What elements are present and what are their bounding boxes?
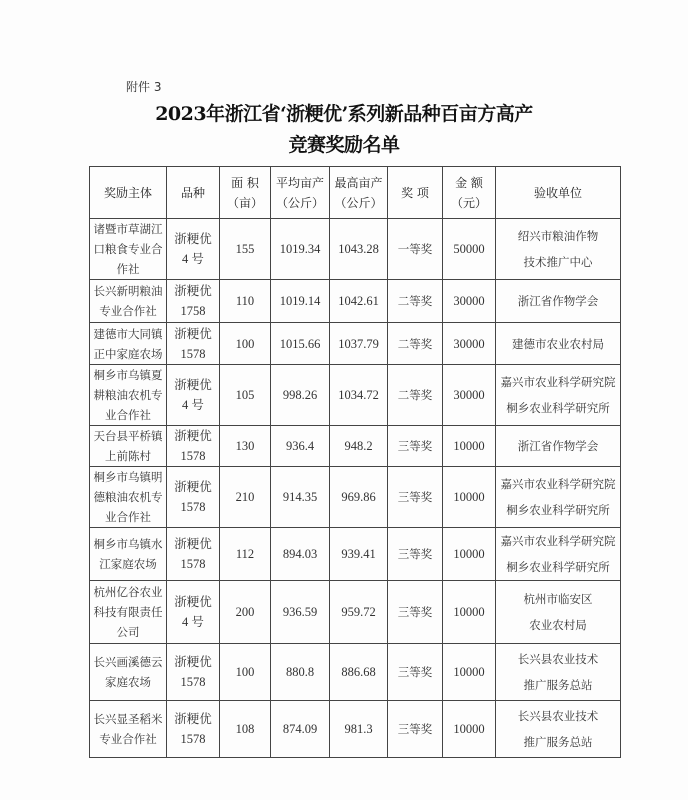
cell-award: 三等奖	[388, 581, 443, 644]
cell-entity-line: 家庭农场	[105, 675, 151, 689]
cell-acceptor-line: 桐乡农业科学研究所	[506, 503, 610, 517]
table-header-row	[90, 167, 621, 219]
header-text: 品种	[180, 185, 205, 200]
cell-variety-line: 浙粳优	[174, 326, 212, 341]
header-text: 奖 项	[401, 185, 429, 200]
cell-entity-line: 杭州亿谷农业	[93, 585, 163, 599]
cell-entity-line: 科技有限责任	[93, 605, 163, 619]
cell-max-yield: 886.68	[330, 644, 388, 701]
cell-acceptor-line: 长兴县农业技术	[517, 709, 599, 723]
cell-variety-line: 浙粳优	[174, 284, 212, 298]
header-text: 面 积	[231, 175, 259, 190]
cell-avg-yield: 874.09	[271, 701, 330, 758]
cell-acceptor-line: 嘉兴市农业科学研究院	[500, 375, 616, 389]
cell-acceptor-line: 杭州市临安区	[523, 592, 593, 606]
table-body	[90, 219, 621, 758]
cell-entity	[90, 280, 167, 323]
cell-variety	[167, 219, 220, 280]
cell-amount: 10000	[443, 426, 496, 467]
header-entity	[90, 167, 167, 219]
cell-avg-yield: 936.4	[271, 426, 330, 467]
cell-amount: 30000	[443, 280, 496, 323]
cell-area: 210	[220, 467, 271, 528]
cell-entity-line: 公司	[116, 625, 140, 639]
cell-entity	[90, 467, 167, 528]
cell-acceptor	[496, 528, 621, 581]
header-text: 金 额	[455, 175, 483, 190]
cell-area: 130	[220, 426, 271, 467]
cell-acceptor-line: 建德市农业农村局	[512, 336, 604, 351]
cell-acceptor-line: 浙江省作物学会	[517, 439, 599, 453]
cell-entity-line: 作社	[116, 262, 140, 276]
header-variety	[167, 167, 220, 219]
cell-entity-line: 天台县平桥镇	[93, 429, 163, 443]
header-max-yield	[330, 167, 388, 219]
table-row	[90, 280, 621, 323]
cell-variety-line: 浙粳优	[174, 480, 212, 494]
cell-variety-line: 浙粳优	[174, 232, 212, 246]
cell-entity-line: 桐乡市乌镇明	[93, 470, 163, 484]
header-avg-yield	[271, 167, 330, 219]
cell-variety-line: 浙粳优	[174, 378, 212, 392]
table-row	[90, 581, 621, 644]
cell-acceptor-line: 技术推广中心	[523, 255, 593, 269]
cell-variety-line: 4 号	[182, 615, 204, 629]
cell-variety-line: 1578	[180, 500, 206, 514]
cell-acceptor-line: 推广服务总站	[523, 735, 593, 749]
cell-variety-line: 4 号	[182, 398, 204, 412]
cell-entity-line: 专业合作社	[99, 304, 157, 318]
cell-variety	[167, 280, 220, 323]
header-acceptor	[496, 167, 621, 219]
cell-avg-yield: 880.8	[271, 644, 330, 701]
cell-max-yield: 1042.61	[330, 280, 388, 323]
cell-avg-yield: 914.35	[271, 467, 330, 528]
cell-amount: 10000	[443, 528, 496, 581]
cell-award: 三等奖	[388, 528, 443, 581]
cell-variety-line: 1758	[180, 304, 206, 318]
cell-entity-line: 诸暨市草湖江	[93, 222, 163, 236]
cell-avg-yield: 894.03	[271, 528, 330, 581]
cell-acceptor-line: 长兴县农业技术	[517, 652, 599, 666]
cell-area: 100	[220, 644, 271, 701]
cell-acceptor-line: 嘉兴市农业科学研究院	[500, 534, 616, 548]
cell-variety	[167, 528, 220, 581]
cell-max-yield: 969.86	[330, 467, 388, 528]
cell-award: 一等奖	[388, 219, 443, 280]
cell-acceptor	[496, 280, 621, 323]
cell-amount: 30000	[443, 323, 496, 365]
cell-acceptor-line: 嘉兴市农业科学研究院	[500, 477, 616, 491]
cell-entity-line: 江家庭农场	[99, 557, 157, 571]
cell-avg-yield: 998.26	[271, 365, 330, 426]
cell-variety-line: 4 号	[182, 252, 204, 266]
cell-max-yield: 1034.72	[330, 365, 388, 426]
header-text: （公斤）	[334, 195, 383, 210]
document-subtitle: 竞赛奖励名单	[288, 134, 400, 156]
cell-acceptor	[496, 219, 621, 280]
cell-max-yield: 939.41	[330, 528, 388, 581]
cell-variety	[167, 426, 220, 467]
cell-variety-line: 1578	[180, 675, 206, 689]
cell-max-yield: 1037.79	[330, 323, 388, 365]
cell-area: 155	[220, 219, 271, 280]
cell-entity-line: 专业合作社	[99, 732, 157, 746]
cell-award: 二等奖	[388, 280, 443, 323]
table-row	[90, 219, 621, 280]
cell-entity-line: 长兴新明粮油	[93, 284, 163, 298]
cell-variety	[167, 644, 220, 701]
cell-entity-line: 德粮油农机专	[93, 490, 163, 504]
cell-variety-line: 浙粳优	[174, 537, 212, 551]
table-row	[90, 467, 621, 528]
cell-variety	[167, 701, 220, 758]
cell-area: 108	[220, 701, 271, 758]
cell-entity-line: 长兴画溪德云	[93, 655, 163, 669]
cell-area: 200	[220, 581, 271, 644]
cell-amount: 10000	[443, 644, 496, 701]
cell-award: 三等奖	[388, 426, 443, 467]
table-row	[90, 701, 621, 758]
cell-variety-line: 1578	[180, 732, 206, 746]
cell-entity-line: 建德市大同镇	[93, 326, 163, 341]
cell-acceptor	[496, 701, 621, 758]
cell-variety	[167, 581, 220, 644]
header-text: 平均亩产	[275, 175, 324, 190]
cell-award: 二等奖	[388, 365, 443, 426]
cell-variety-line: 1578	[180, 449, 206, 463]
cell-area: 100	[220, 323, 271, 365]
cell-area: 112	[220, 528, 271, 581]
cell-acceptor-line: 推广服务总站	[523, 678, 593, 692]
table-row	[90, 365, 621, 426]
cell-amount: 50000	[443, 219, 496, 280]
header-text: （公斤）	[275, 195, 324, 210]
cell-avg-yield: 1019.14	[271, 280, 330, 323]
cell-entity	[90, 644, 167, 701]
cell-entity-line: 上前陈村	[105, 449, 151, 463]
cell-variety	[167, 365, 220, 426]
cell-max-yield: 981.3	[330, 701, 388, 758]
cell-entity	[90, 219, 167, 280]
cell-acceptor	[496, 323, 621, 365]
cell-acceptor	[496, 365, 621, 426]
cell-award: 二等奖	[388, 323, 443, 365]
cell-entity-line: 长兴显圣稻米	[93, 712, 163, 726]
table-row	[90, 426, 621, 467]
cell-acceptor-line: 农业农村局	[529, 618, 587, 632]
header-text: 最高亩产	[334, 175, 383, 190]
cell-award: 三等奖	[388, 701, 443, 758]
header-text: 奖励主体	[103, 185, 152, 200]
header-text: （亩）	[226, 195, 263, 210]
cell-avg-yield: 1015.66	[271, 323, 330, 365]
header-area	[220, 167, 271, 219]
attachment-label: 附件 3	[126, 80, 162, 94]
cell-max-yield: 948.2	[330, 426, 388, 467]
cell-acceptor-line: 浙江省作物学会	[517, 294, 599, 308]
document-title: 2023年浙江省‘浙粳优’系列新品种百亩方高产	[155, 103, 533, 125]
cell-amount: 10000	[443, 581, 496, 644]
cell-entity	[90, 701, 167, 758]
cell-area: 110	[220, 280, 271, 323]
cell-variety	[167, 467, 220, 528]
cell-acceptor	[496, 644, 621, 701]
cell-entity	[90, 323, 167, 365]
cell-entity-line: 口粮食专业合	[93, 242, 163, 256]
table-row	[90, 644, 621, 701]
cell-amount: 10000	[443, 467, 496, 528]
cell-entity-line: 正中家庭农场	[93, 346, 163, 361]
cell-variety-line: 浙粳优	[174, 595, 212, 609]
cell-avg-yield: 936.59	[271, 581, 330, 644]
cell-area: 105	[220, 365, 271, 426]
cell-variety-line: 浙粳优	[174, 712, 212, 726]
cell-award: 三等奖	[388, 467, 443, 528]
cell-acceptor	[496, 467, 621, 528]
cell-variety-line: 1578	[180, 346, 206, 361]
cell-entity	[90, 426, 167, 467]
cell-variety-line: 1578	[180, 557, 206, 571]
cell-variety-line: 浙粳优	[174, 655, 212, 669]
cell-acceptor-line: 绍兴市粮油作物	[517, 229, 599, 243]
header-text: 验收单位	[533, 185, 582, 200]
cell-acceptor	[496, 581, 621, 644]
header-amount	[443, 167, 496, 219]
cell-amount: 30000	[443, 365, 496, 426]
cell-acceptor	[496, 426, 621, 467]
cell-award: 三等奖	[388, 644, 443, 701]
cell-variety-line: 浙粳优	[174, 429, 212, 443]
cell-entity	[90, 528, 167, 581]
cell-avg-yield: 1019.34	[271, 219, 330, 280]
cell-entity-line: 耕粮油农机专	[93, 388, 163, 402]
cell-max-yield: 1043.28	[330, 219, 388, 280]
cell-entity-line: 桐乡市乌镇水	[93, 537, 163, 551]
table-row	[90, 528, 621, 581]
cell-entity-line: 业合作社	[105, 510, 151, 524]
awards-table	[89, 166, 621, 758]
cell-entity	[90, 581, 167, 644]
table-row	[90, 323, 621, 365]
cell-entity-line: 桐乡市乌镇夏	[93, 368, 163, 382]
header-award	[388, 167, 443, 219]
cell-max-yield: 959.72	[330, 581, 388, 644]
cell-variety	[167, 323, 220, 365]
cell-acceptor-line: 桐乡农业科学研究所	[506, 401, 610, 415]
cell-amount: 10000	[443, 701, 496, 758]
cell-entity	[90, 365, 167, 426]
header-text: （元）	[450, 195, 487, 210]
cell-entity-line: 业合作社	[105, 408, 151, 422]
cell-acceptor-line: 桐乡农业科学研究所	[506, 560, 610, 574]
